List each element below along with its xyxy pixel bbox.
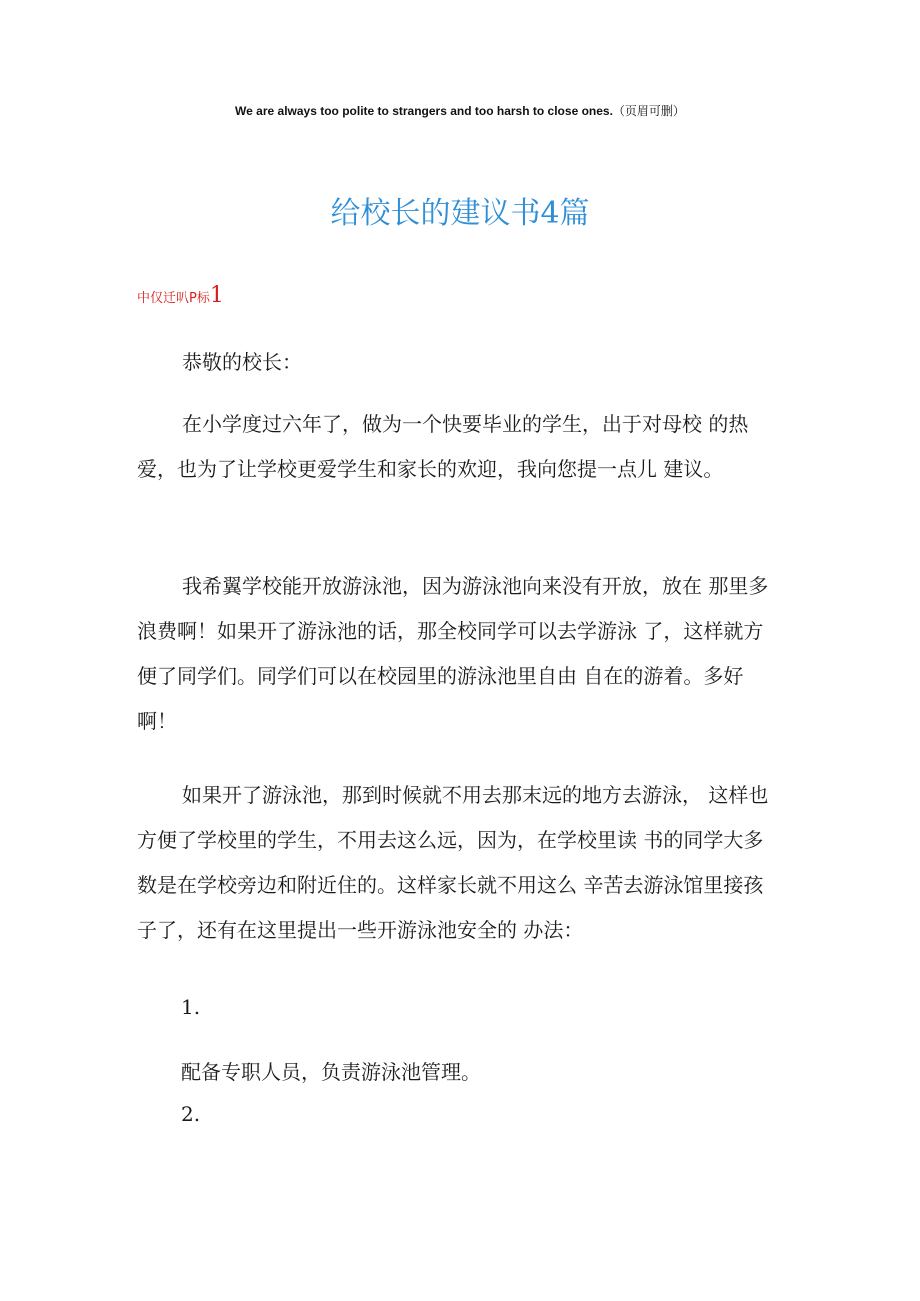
header-note: （页眉可删） <box>612 104 685 118</box>
header-quote: We are always too polite to strangers and too harsh to close ones. <box>235 104 613 118</box>
paragraph-1: 在小学度过六年了，做为一个快要毕业的学生，出于对母校 的热爱，也为了让学校更爱学生和家长的欢迎，我向您提一点儿 建议。 <box>137 412 749 481</box>
section-label <box>137 283 224 308</box>
section-label-text: 中仅迁叭P标 <box>137 291 210 306</box>
salutation: 恭敬的校长： <box>182 350 302 374</box>
list-number-1: 1. <box>181 995 201 1019</box>
paragraph-2: 我希翼学校能开放游泳池，因为游泳池向来没有开放，放在 那里多浪费啊！如果开了游泳池的话，那全校同学可以去学游泳 了，这样就方便了同学们。同学们可以在校园里的游泳池里自由 自在的游着。多好啊！ <box>137 574 769 733</box>
page-header <box>0 103 920 119</box>
list-number-2: 2. <box>181 1102 201 1126</box>
document-title: 给校长的建议书4篇 <box>330 196 590 231</box>
list-item-1: 配备专职人员，负责游泳池管理。 <box>181 1060 481 1084</box>
paragraph-3: 如果开了游泳池，那到时候就不用去那末远的地方去游泳， 这样也方便了学校里的学生，不用去这么远，因为，在学校里读 书的同学大多数是在学校旁边和附近住的。这样家长就不用这么 辛苦去游泳馆里接孩子了，还有在这里提出一些开游泳池安全的 办法： <box>137 783 769 942</box>
section-number: 1 <box>209 283 224 308</box>
